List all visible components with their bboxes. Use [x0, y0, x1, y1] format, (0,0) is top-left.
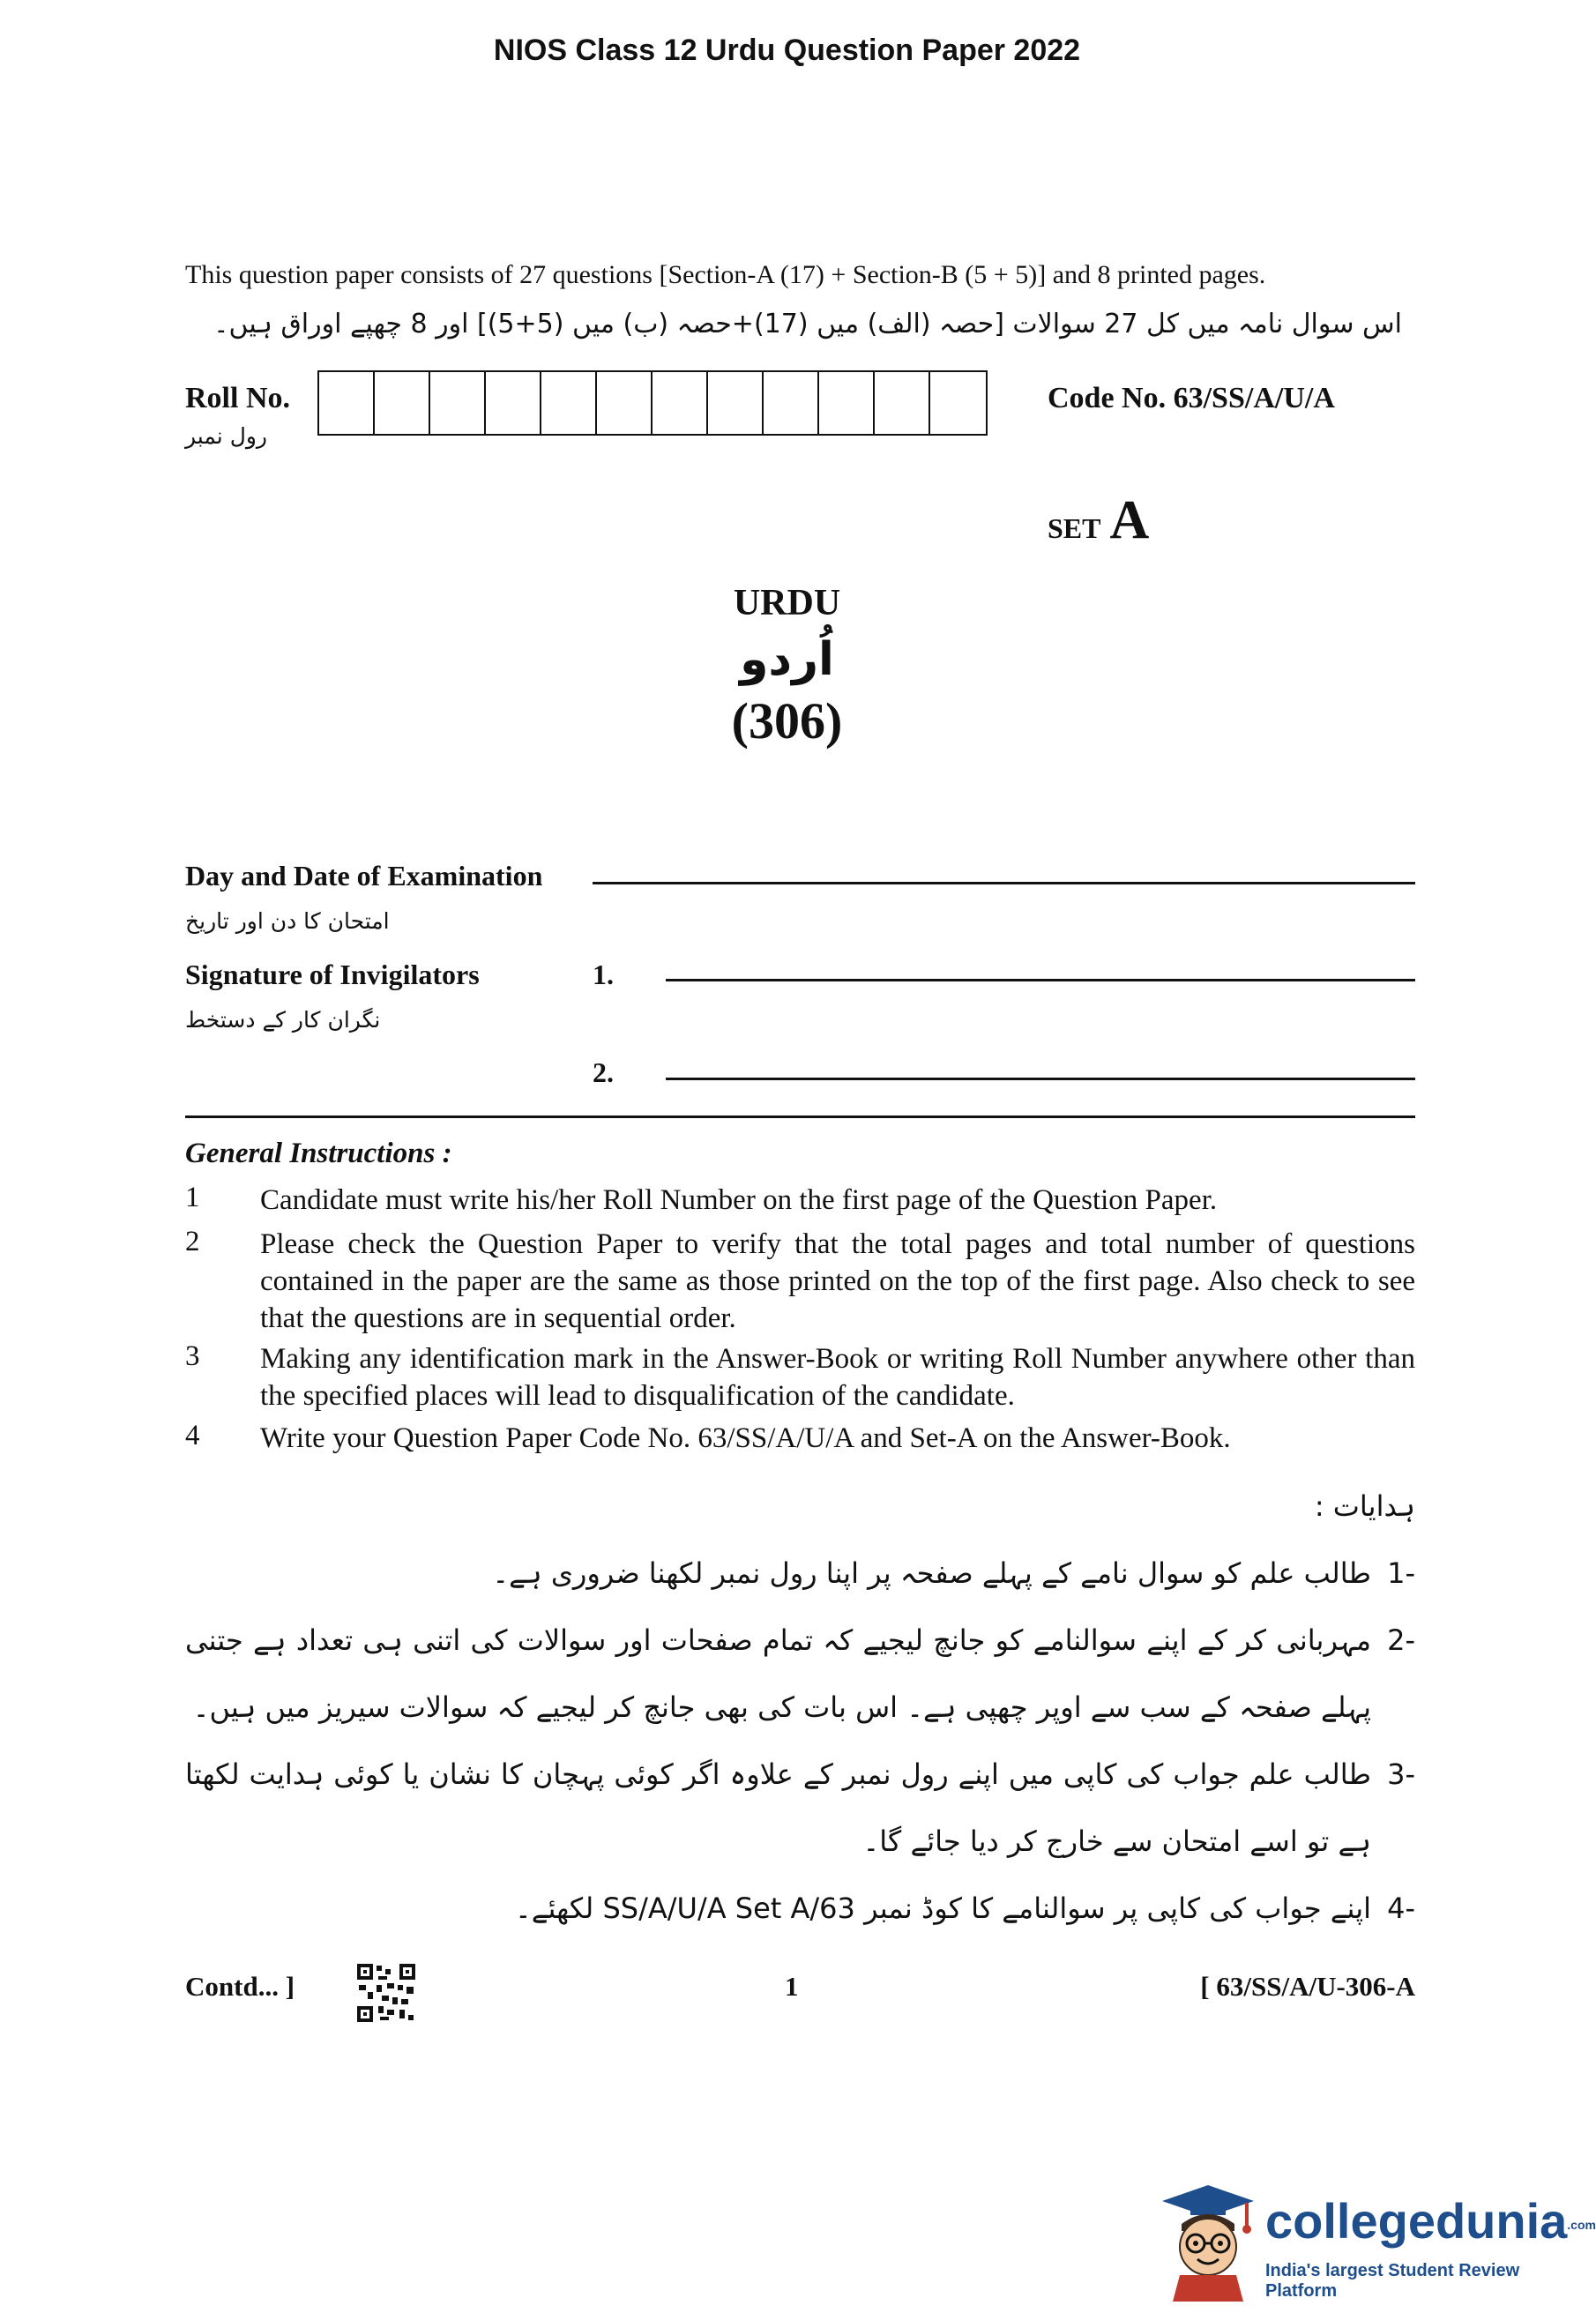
urdu-instruction-item — [185, 1875, 1415, 1942]
instruction-number: 1 — [185, 1182, 200, 1213]
intro-urdu: اس سوال نامہ میں کل 27 سوالات [حصہ (الف) میں (17)+حصہ (ب) میں (5+5)] اور 8 چھپے اوراق ہیں۔ — [213, 309, 1402, 339]
urdu-instruction-item — [185, 1540, 1415, 1607]
urdu-instructions — [185, 1473, 1415, 1942]
subject-urdu: اُردو — [740, 633, 834, 686]
invigilator-2-line[interactable] — [666, 1078, 1415, 1080]
roll-digit-box[interactable] — [486, 372, 541, 434]
instruction-item — [185, 1420, 1415, 1457]
page-number: 1 — [785, 1971, 799, 2002]
section-divider — [185, 1115, 1415, 1118]
qr-code-icon — [355, 1962, 417, 2024]
general-instructions-title: General Instructions : — [185, 1138, 452, 1169]
paper-reference: [ 63/SS/A/U-306-A — [1200, 1971, 1415, 2002]
roll-digit-box[interactable] — [764, 372, 819, 434]
roll-digit-box[interactable] — [708, 372, 764, 434]
urdu-instruction-text: طالب علم جواب کی کاپی میں اپنے رول نمبر کے علاوہ اگر کوئی پہچان کا نشان یا کوئی ہدایت لکھتا ہے تو اسے امتحان سے خارج کر دیا جائے گا۔ — [185, 1757, 1371, 1858]
roll-number-boxes[interactable] — [317, 370, 988, 436]
subject-block — [0, 582, 1574, 750]
contd-marker: Contd... ] — [185, 1971, 295, 2002]
instruction-text: Write your Question Paper Code No. 63/SS/A/U/A and Set-A on the Answer-Book. — [260, 1422, 1231, 1454]
invigilator-2-number: 2. — [593, 1056, 614, 1088]
paper-code: Code No. 63/SS/A/U/A — [1048, 382, 1335, 414]
invigilators-urdu-label: نگران کار کے دستخط — [185, 1007, 381, 1033]
document-header-title: NIOS Class 12 Urdu Question Paper 2022 — [493, 34, 1081, 67]
instruction-text: Making any identification mark in the Answer-Book or writing Roll Number anywhere other than the specified places will lead to disqualification of the candidate. — [260, 1343, 1415, 1412]
instruction-item — [185, 1340, 1415, 1414]
urdu-instruction-number: -3 — [1387, 1757, 1415, 1791]
roll-digit-box[interactable] — [653, 372, 708, 434]
roll-digit-box[interactable] — [819, 372, 875, 434]
roll-digit-box[interactable] — [597, 372, 653, 434]
intro-english: This question paper consists of 27 questions [Section-A (17) + Section-B (5 + 5)] and 8 printed pages. — [185, 260, 1266, 289]
urdu-instruction-number: -1 — [1387, 1556, 1415, 1590]
invigilator-1-number: 1. — [593, 959, 614, 990]
urdu-instruction-number: -2 — [1387, 1623, 1415, 1657]
urdu-instruction-text: طالب علم کو سوال نامے کے پہلے صفحہ پر اپنا رول نمبر لکھنا ضروری ہے۔ — [492, 1556, 1371, 1590]
brand-tagline: India's largest Student Review Platform — [1265, 2261, 1520, 2301]
roll-number-urdu-label: رول نمبر — [185, 423, 268, 449]
roll-digit-box[interactable] — [430, 372, 486, 434]
set-word: SET — [1048, 512, 1101, 544]
instruction-number: 3 — [185, 1340, 200, 1372]
urdu-instruction-item — [185, 1741, 1415, 1875]
roll-digit-box[interactable] — [541, 372, 597, 434]
urdu-instruction-number: -4 — [1387, 1891, 1415, 1925]
set-indicator — [1048, 489, 1149, 552]
brand-name-text: collegedunia — [1265, 2193, 1568, 2249]
urdu-instruction-text: اپنے جواب کی کاپی پر سوالنامے کا کوڈ نمبر 63/SS/A/U/A Set A لکھئے۔ — [514, 1891, 1371, 1925]
set-letter: A — [1109, 490, 1150, 550]
roll-digit-box[interactable] — [930, 372, 986, 434]
student-mascot-icon — [1155, 2178, 1261, 2302]
instruction-number: 2 — [185, 1226, 200, 1257]
roll-digit-box[interactable] — [319, 372, 375, 434]
brand-suffix: .com — [1567, 2218, 1596, 2233]
instruction-item — [185, 1226, 1415, 1337]
instruction-item — [185, 1182, 1415, 1219]
roll-number-label: Roll No. — [185, 382, 290, 414]
brand-name — [1265, 2192, 1596, 2250]
invigilator-1-line[interactable] — [666, 979, 1415, 981]
instruction-text: Candidate must write his/her Roll Number on the first page of the Question Paper. — [260, 1184, 1218, 1216]
roll-digit-box[interactable] — [375, 372, 430, 434]
exam-date-line[interactable] — [593, 882, 1415, 884]
urdu-instructions-title: ہدایات : — [1314, 1489, 1415, 1523]
roll-digit-box[interactable] — [875, 372, 930, 434]
subject-english: URDU — [733, 583, 841, 623]
urdu-instruction-text: مہربانی کر کے اپنے سوالنامے کو جانچ لیجیے کہ تمام صفحات اور سوالات کی اتنی ہی تعداد ہے جتنی پہلے صفحہ کے سب سے اوپر چھپی ہے۔ اس بات کی بھی جانچ کر لیجیے کہ سوالات سیریز میں ہیں۔ — [185, 1623, 1371, 1724]
instruction-text: Please check the Question Paper to verify that the total pages and total number of questions contained in the paper are the same as those printed on the top of the first page. Also check to see that the questions are in sequential order. — [260, 1228, 1415, 1334]
exam-date-urdu-label: امتحان کا دن اور تاریخ — [185, 908, 390, 934]
instruction-number: 4 — [185, 1420, 200, 1451]
urdu-instruction-item — [185, 1607, 1415, 1741]
exam-date-label: Day and Date of Examination — [185, 860, 543, 892]
subject-code: (306) — [731, 692, 843, 750]
invigilators-label: Signature of Invigilators — [185, 959, 480, 990]
